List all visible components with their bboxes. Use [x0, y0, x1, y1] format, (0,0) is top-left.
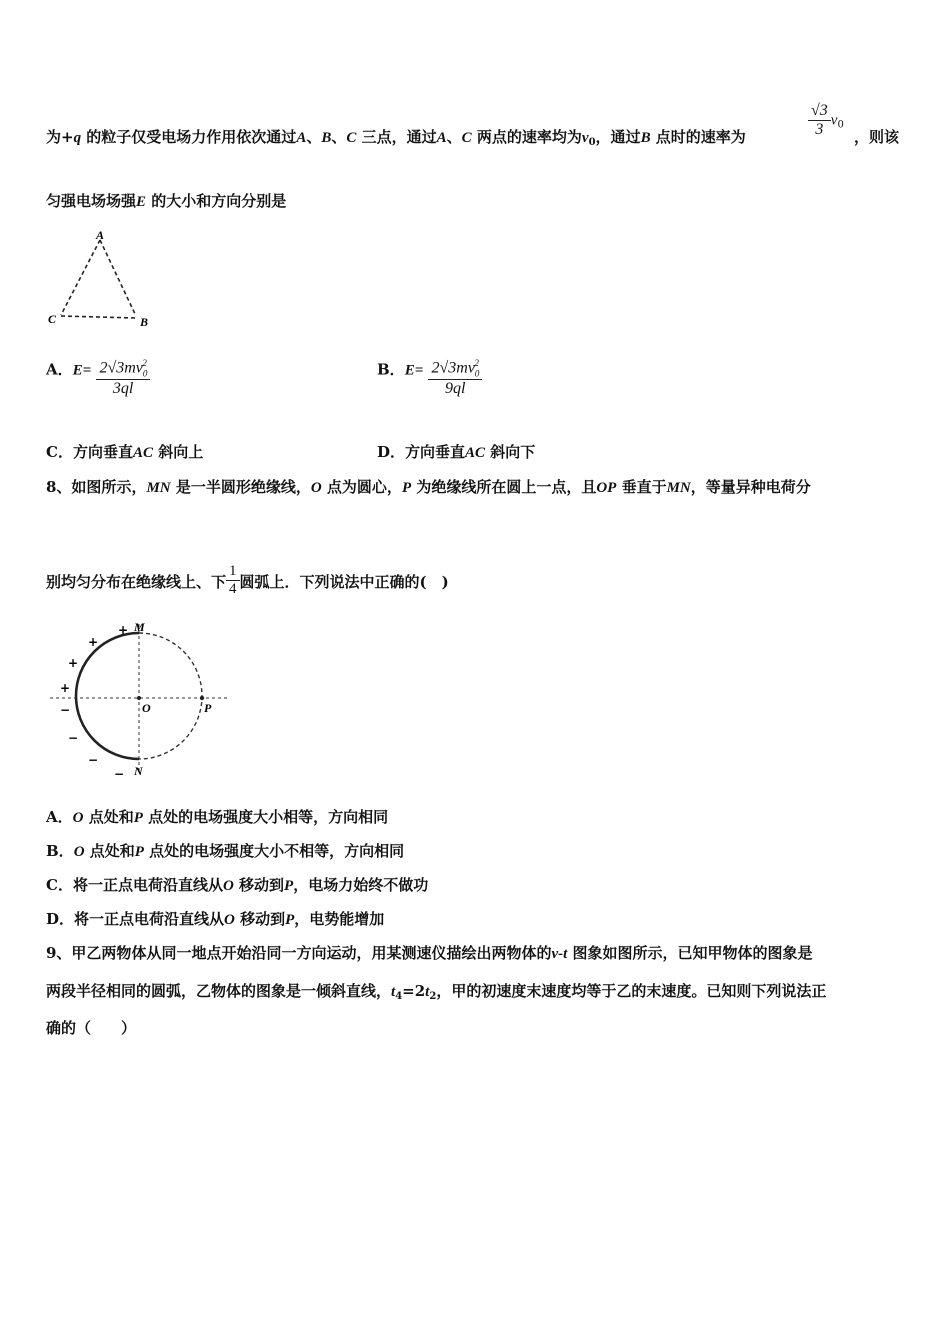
q7-option-d: D．方向垂直AC 斜向下: [377, 443, 536, 461]
q8-option-c: C．将一正点电荷沿直线从O 移动到P，电场力始终不做功: [46, 876, 429, 894]
plus-charge: +: [60, 681, 71, 695]
minus-charge: −: [88, 753, 99, 767]
q9-stem-line2: 两段半径相同的圆弧，乙物体的图象是一倾斜直线，$t_4=2t_2$，甲的初速度末速度均等于乙的末速度。已知则下列说法正: [46, 982, 827, 1002]
plus-charge: +: [88, 635, 99, 649]
label-m: M: [134, 620, 145, 634]
triangle-side-ab: [100, 240, 136, 316]
q7-option-a: A．E= $\frac{2√3mv_0^2}{3ql}$: [46, 358, 150, 398]
minus-charge: −: [68, 731, 79, 745]
q7-option-c: C．方向垂直AC 斜向上: [46, 443, 204, 461]
semicircle-figure: [46, 614, 236, 784]
q8-option-b: B．O 点处和P 点处的电场强度大小不相等，方向相同: [46, 842, 405, 860]
center-o-dot: [137, 696, 141, 700]
q7-option-b: B．E= $\frac{2√3mv_0^2}{9ql}$: [377, 358, 482, 398]
triangle-side-cb: [61, 316, 136, 318]
triangle-side-ac: [61, 240, 100, 315]
q9-stem-line1: 9、甲乙两物体从同一地点开始沿同一方向运动，用某测速仪描绘出两物体的v-t 图象如图所示，已知甲物体的图象是: [46, 944, 813, 962]
plus-charge: +: [68, 656, 79, 670]
q7-stem-line1-end: ，则该: [854, 128, 900, 146]
triangle-label-b: B: [140, 315, 149, 329]
minus-charge: −: [60, 703, 71, 717]
triangle-label-c: C: [48, 312, 57, 326]
plus-charge: +: [118, 623, 129, 637]
insulated-semicircle: [76, 633, 139, 759]
q7-stem-line1: 为+q 的粒子仅受电场力作用依次通过A、B、C 三点，通过A、C 两点的速率均为$v_0$，通过B 点时的速率为: [46, 128, 746, 148]
dashed-semicircle: [139, 633, 202, 759]
q7-speed-fraction: $\frac{√3}{3}$ $v_0$: [808, 102, 844, 139]
minus-charge: −: [114, 767, 125, 781]
q9-stem-line3: 确的（ ）: [46, 1019, 137, 1037]
label-o: O: [142, 701, 151, 715]
q8-stem-line2: 别均匀分布在绝缘线上、下 $\frac{1}{4}$ 圆弧上．下列说法中正确的( ): [46, 563, 449, 597]
triangle-label-a: A: [96, 228, 105, 242]
q7-stem-line2: 匀强电场场强E 的大小和方向分别是: [46, 192, 287, 210]
triangle-figure: [44, 226, 164, 336]
label-n: N: [134, 764, 143, 778]
q8-stem-line1: 8、如图所示，MN 是一半圆形绝缘线，O 点为圆心，P 为绝缘线所在圆上一点，且OP 垂直于MN，等量异种电荷分: [46, 478, 811, 496]
label-p: P: [204, 701, 212, 715]
point-p-dot: [200, 696, 204, 700]
q8-option-a: A．O 点处和P 点处的电场强度大小相等，方向相同: [46, 808, 389, 826]
q8-option-d: D．将一正点电荷沿直线从O 移动到P，电势能增加: [46, 910, 385, 928]
